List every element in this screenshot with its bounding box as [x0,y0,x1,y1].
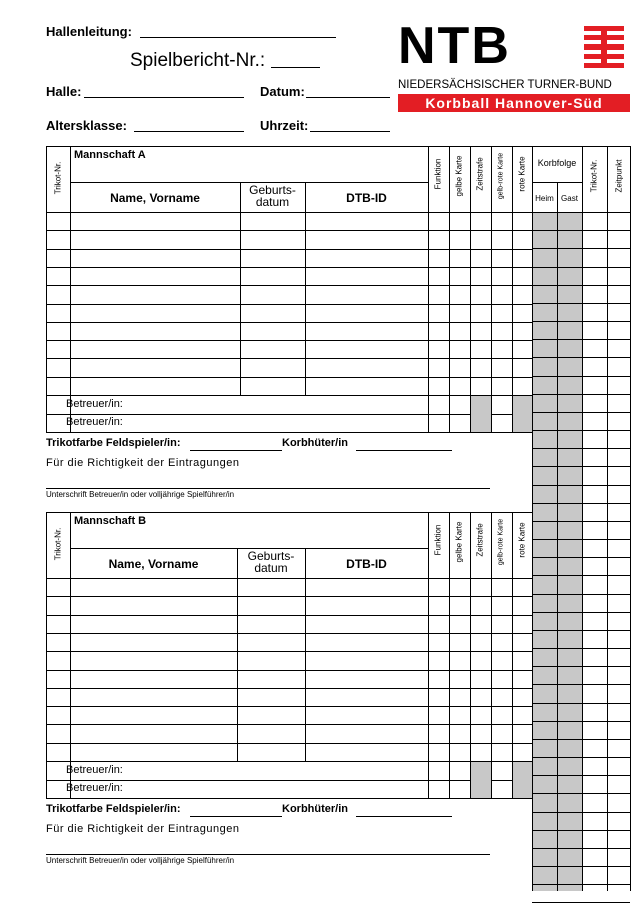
grid-line [491,512,492,798]
teamA-korbhueter: Korbhüter/in [282,437,348,449]
grid-line [46,854,490,855]
teamB-unterschrift: Unterschrift Betreuer/in oder volljährige Spielführer/in [46,856,235,865]
korbfolge-heim: Heim [535,194,554,203]
grid-line [532,557,630,558]
grid-line [46,615,532,616]
zeitstrafe-gray [471,396,491,432]
grid-line [532,503,630,504]
grid-line [532,666,630,667]
korbball-banner: Korbball Hannover-Süd [398,94,630,112]
teamA-trikot-header: Trikot-Nr. [53,161,63,195]
grid-line [532,884,630,885]
grid-line [449,512,450,798]
grid-line [46,304,532,305]
teamA-gelbrot-header: gelb-rote Karte [497,152,505,200]
grid-line [46,578,532,579]
grid-line [532,303,630,304]
grid-line [532,848,630,849]
ntb-org-name: NIEDERSÄCHSISCHER TURNER-BUND [398,79,612,91]
grid-line [532,394,630,395]
korbfolge-trikot-header: Trikot-Nr. [589,159,599,193]
teamB-betreuer2: Betreuer/in: [66,782,123,794]
grid-line [532,521,630,522]
teamB-richtigkeit: Für die Richtigkeit der Eintragungen [46,823,240,835]
grid-line [46,724,532,725]
grid-line [46,358,532,359]
grid-line [46,267,532,268]
grid-line [46,596,532,597]
grid-line [532,630,630,631]
uhrzeit-label: Uhrzeit: [260,118,309,133]
grid-line [532,812,630,813]
zeitstrafe-gray [471,762,491,798]
teamB-gelbrot-header: gelb-rote Karte [497,518,505,566]
teamA-rot-header: rote Karte [517,156,527,192]
grid-line [532,703,630,704]
grid-line [532,146,630,147]
ntb-logo: NTB [398,17,511,75]
teamB-rot-header: rote Karte [517,522,527,558]
grid-line [630,146,631,891]
grid-line [532,721,630,722]
grid-line [532,448,630,449]
korbfolge-title: Korbfolge [537,158,577,168]
korbfolge-zeitpunkt-header: Zeitpunkt [614,159,624,193]
teamB-funktion-header: Funktion [433,524,443,556]
teamA-zeitstrafe-header: Zeitstrafe [475,157,485,191]
teamA-gelb-header: gelbe Karte [454,155,464,197]
teamA-betreuer2: Betreuer/in: [66,416,123,428]
teamB-geburt-header: Geburts- datum [247,549,295,575]
teamB-korbhueter: Korbhüter/in [282,803,348,815]
grid-line [532,376,630,377]
grid-line [46,230,532,231]
datum-label: Datum: [260,84,305,99]
grid-line [46,285,532,286]
grid-line [491,146,492,432]
grid-line [557,212,558,891]
grid-line [532,466,630,467]
grid-line [46,743,532,744]
teamA-title: Mannschaft A [74,149,146,161]
grid-line [46,146,47,432]
teamA-unterschrift: Unterschrift Betreuer/in oder volljährige Spielführer/in [46,490,235,499]
teamA-betreuer1: Betreuer/in: [66,398,123,410]
grid-line [305,182,306,395]
hallenleitung-field[interactable] [140,37,336,38]
grid-line [449,146,450,432]
grid-line [512,512,513,798]
teamB-title: Mannschaft B [74,515,147,527]
teamB-zeitstrafe-header: Zeitstrafe [475,523,485,557]
grid-line [46,146,532,147]
grid-line [356,816,452,817]
grid-line [532,684,630,685]
grid-line [607,146,608,891]
grid-line [46,432,532,433]
grid-line [46,706,532,707]
grid-line [532,612,630,613]
grid-line [532,182,582,183]
grid-line [46,651,532,652]
grid-line [532,739,630,740]
grid-line [190,816,282,817]
halle-field[interactable] [84,97,244,98]
grid-line [428,512,429,798]
grid-line [46,340,532,341]
teamB-name-header: Name, Vorname [108,557,199,571]
grid-line [46,322,532,323]
rot-gray [513,396,532,432]
grid-line [237,548,238,761]
rot-gray [513,762,532,798]
korbfolge-gast: Gast [561,194,578,203]
grid-line [46,377,532,378]
grid-line [532,793,630,794]
grid-line [46,512,47,798]
grid-line [46,512,532,513]
grid-line [532,575,630,576]
grid-line [532,902,630,903]
grid-line [46,688,532,689]
grid-line [46,670,532,671]
grid-line [532,339,630,340]
teamA-geburt-header: Geburts- datum [249,183,296,209]
grid-line [532,830,630,831]
teamA-name-header: Name, Vorname [110,191,200,205]
grid-line [532,539,630,540]
grid-line [532,648,630,649]
grid-line [532,412,630,413]
teamB-gelb-header: gelbe Karte [454,521,464,563]
grid-line [532,594,630,595]
grid-line [240,182,241,395]
grid-line [46,761,532,762]
teamA-trikotfarbe: Trikotfarbe Feldspieler/in: [46,437,181,449]
spielbericht-field[interactable] [271,67,320,68]
grid-line [356,450,452,451]
grid-line [532,485,630,486]
grid-line [46,798,532,799]
grid-line [428,146,429,432]
grid-line [470,512,471,798]
altersklasse-field[interactable] [134,131,244,132]
grid-line [70,146,71,432]
grid-line [532,775,630,776]
teamB-betreuer1: Betreuer/in: [66,764,123,776]
teamA-dtb-header: DTB-ID [346,191,387,205]
grid-line [582,146,583,891]
datum-field[interactable] [306,97,390,98]
grid-line [70,512,71,798]
grid-line [532,267,630,268]
grid-line [532,321,630,322]
teamA-richtigkeit: Für die Richtigkeit der Eintragungen [46,457,240,469]
grid-line [46,395,532,396]
teamB-trikot-header: Trikot-Nr. [53,527,63,561]
grid-line [46,633,532,634]
grid-line [532,248,630,249]
grid-line [470,146,471,432]
grid-line [532,285,630,286]
grid-line [46,488,490,489]
grid-line [46,249,532,250]
grid-line [46,780,532,781]
grid-line [46,212,532,213]
teamB-trikotfarbe: Trikotfarbe Feldspieler/in: [46,803,181,815]
teamB-dtb-header: DTB-ID [346,557,387,571]
teamA-funktion-header: Funktion [433,158,443,190]
uhrzeit-field[interactable] [310,131,390,132]
grid-line [532,866,630,867]
grid-line [532,757,630,758]
grid-line [532,430,630,431]
halle-label: Halle: [46,84,82,99]
altersklasse-label: Altersklasse: [46,118,127,133]
hallenleitung-label: Hallenleitung: [46,24,132,39]
grid-line [305,548,306,761]
grid-line [532,357,630,358]
turner-cross-icon [584,26,624,68]
spielbericht-label: Spielbericht-Nr.: [130,50,266,71]
grid-line [532,230,630,231]
grid-line [46,414,532,415]
grid-line [512,146,513,432]
grid-line [190,450,282,451]
